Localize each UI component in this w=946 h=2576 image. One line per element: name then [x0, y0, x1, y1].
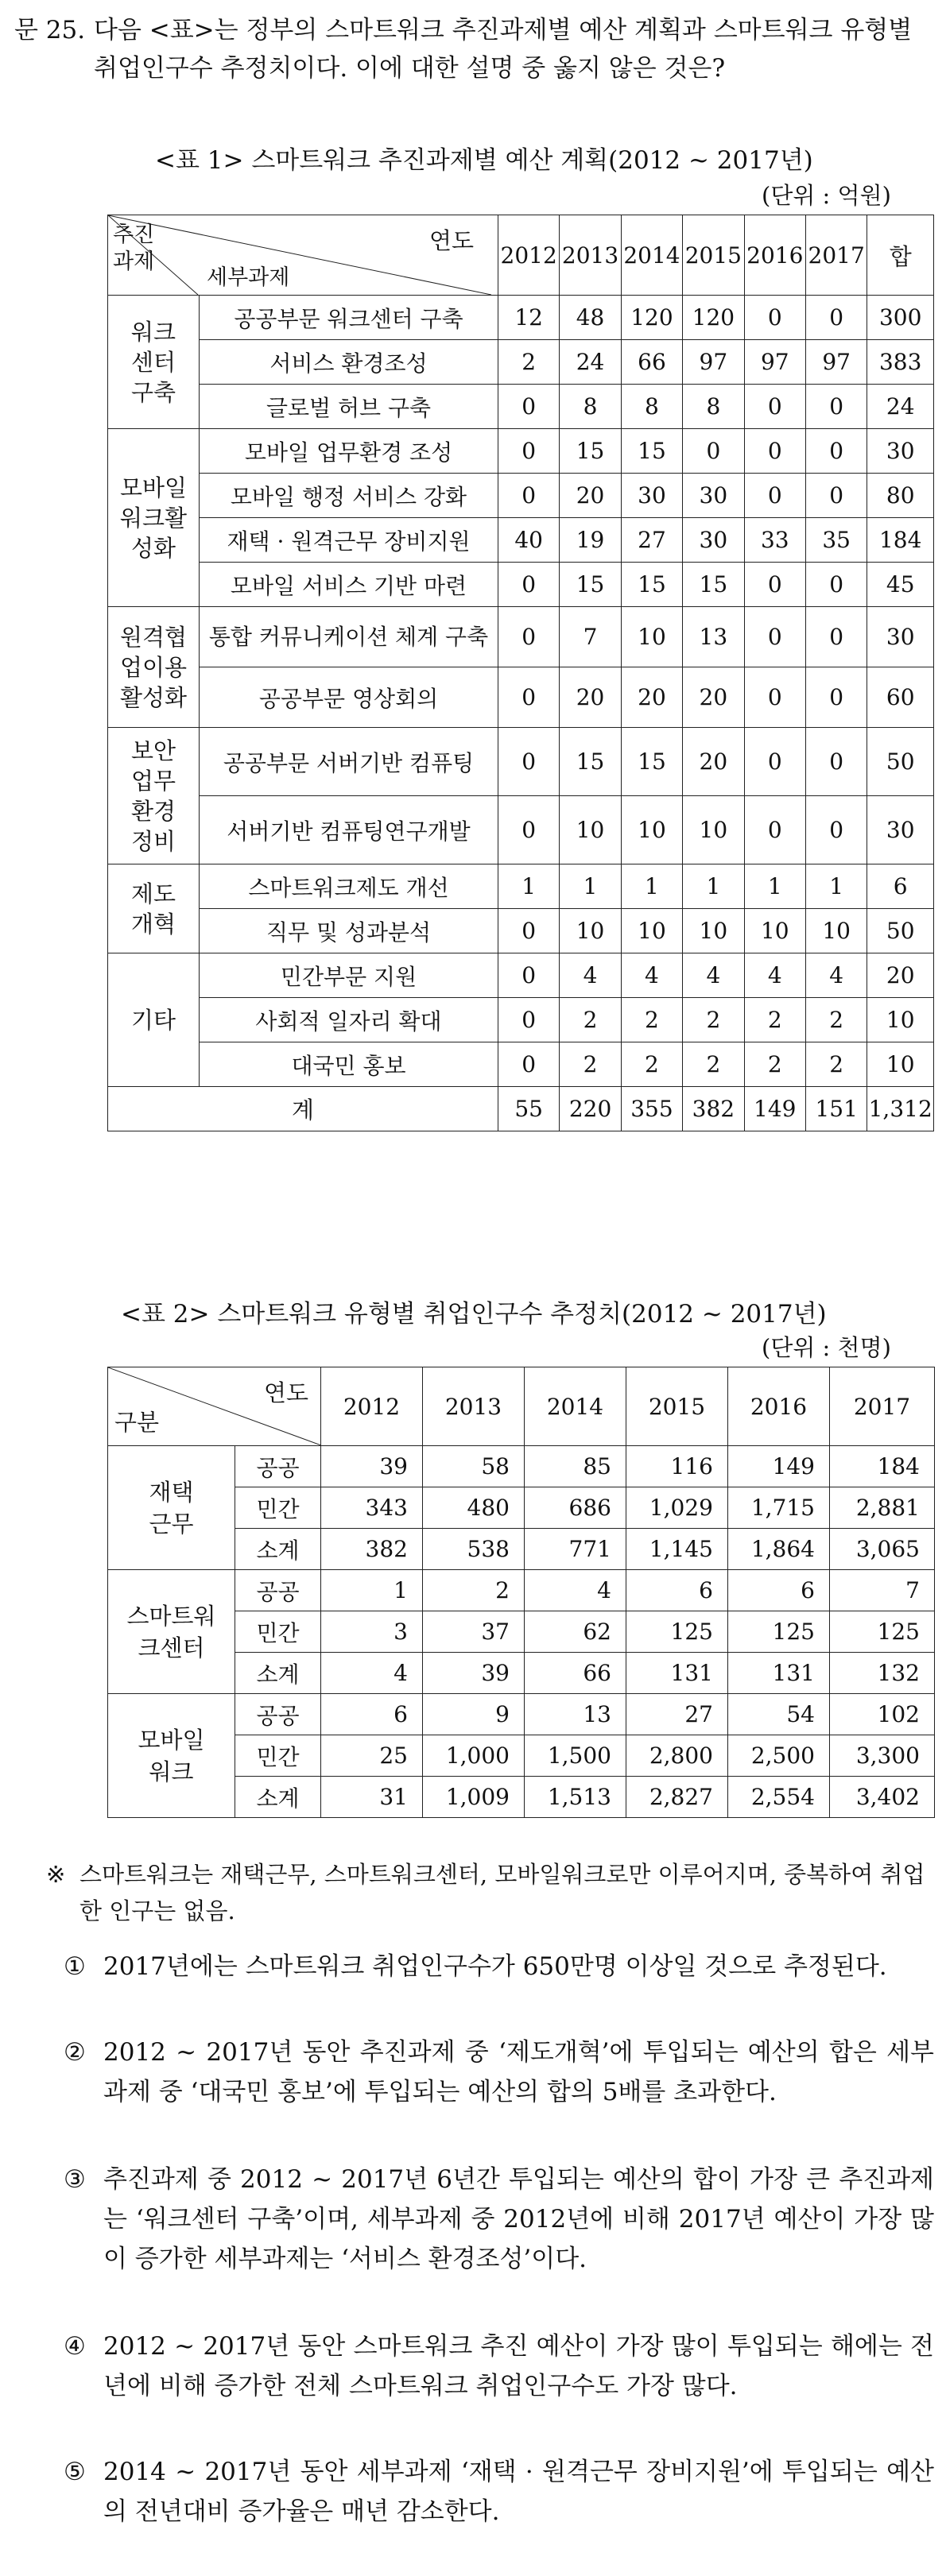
table1-total-value: 149 [744, 1087, 805, 1131]
table1-row [108, 563, 934, 607]
table1-value-cell: 4 [744, 953, 805, 998]
table2-value-cell: 66 [525, 1653, 626, 1694]
table2-value-cell: 9 [423, 1694, 525, 1735]
table2-value-cell: 6 [626, 1570, 728, 1611]
table1-value-cell: 0 [805, 385, 867, 429]
table1-row [108, 796, 934, 864]
table1-value-cell: 30 [683, 474, 744, 518]
table2-value-cell: 686 [525, 1487, 626, 1529]
table1-value-cell: 4 [621, 953, 682, 998]
table2-group-name: 스마트워크센터 [126, 1602, 216, 1661]
option-1[interactable] [64, 1947, 934, 1986]
table1-value-cell: 2 [560, 998, 621, 1042]
table2-value-cell: 2,800 [626, 1735, 728, 1777]
table1-row-total: 45 [867, 563, 934, 607]
table2-value-cell: 6 [728, 1570, 830, 1611]
table1-row [108, 385, 934, 429]
table1-group-name: 제도개혁 [131, 880, 176, 938]
table1-row [108, 667, 934, 728]
table2-header-row [108, 1367, 935, 1446]
table1-subtask-cell: 스마트워크제도 개선 [200, 864, 498, 909]
table1-row-total: 50 [867, 728, 934, 796]
table1-value-cell: 10 [621, 909, 682, 953]
table1-value-cell: 10 [560, 909, 621, 953]
table2-value-cell: 7 [830, 1570, 935, 1611]
table2-row [108, 1446, 935, 1487]
table2-value-cell: 58 [423, 1446, 525, 1487]
table1-value-cell: 0 [744, 429, 805, 474]
table1-subtask-cell: 대국민 홍보 [200, 1042, 498, 1087]
table1-value-cell: 8 [560, 385, 621, 429]
table1-subtask-cell: 서버기반 컴퓨팅연구개발 [200, 796, 498, 864]
table1-row [108, 998, 934, 1042]
table2-value-cell: 62 [525, 1611, 626, 1653]
table1-group-name: 보안업무환경정비 [131, 737, 176, 855]
table1-value-cell: 0 [744, 563, 805, 607]
table2-value-cell: 2,881 [830, 1487, 935, 1529]
table2-type-cell: 소계 [235, 1653, 321, 1694]
table1-value-cell: 0 [805, 667, 867, 728]
table2-value-cell: 3,402 [830, 1777, 935, 1818]
table2-value-cell: 39 [321, 1446, 423, 1487]
table2-group-name: 모바일워크 [138, 1726, 205, 1785]
table2-value-cell: 1,500 [525, 1735, 626, 1777]
table1-value-cell: 4 [805, 953, 867, 998]
table1-value-cell: 10 [683, 796, 744, 864]
table2-value-cell: 149 [728, 1446, 830, 1487]
table1-row-total: 30 [867, 796, 934, 864]
table1-value-cell: 20 [621, 667, 682, 728]
table1-value-cell: 0 [498, 385, 559, 429]
table2-category-label: 구분 [114, 1409, 160, 1436]
table2-value-cell: 1,029 [626, 1487, 728, 1529]
table1-value-cell: 8 [683, 385, 744, 429]
table1-row [108, 953, 934, 998]
option-2[interactable] [64, 2033, 934, 2112]
table1-subtask-cell: 공공부문 영상회의 [200, 667, 498, 728]
table1-total-value: 355 [621, 1087, 682, 1131]
table1-row [108, 728, 934, 796]
table2-value-cell: 27 [626, 1694, 728, 1735]
table1-subtask-cell: 모바일 업무환경 조성 [200, 429, 498, 474]
table1-subtask-cell: 민간부문 지원 [200, 953, 498, 998]
table1-header-row [108, 215, 934, 296]
table1-value-cell: 0 [744, 607, 805, 667]
table1-value-cell: 10 [805, 909, 867, 953]
table1-value-cell: 1 [683, 864, 744, 909]
table2-value-cell: 132 [830, 1653, 935, 1694]
table1-year-header: 2016 [744, 215, 805, 296]
table2-value-cell: 131 [626, 1653, 728, 1694]
table1-value-cell: 0 [805, 563, 867, 607]
table1-value-cell: 2 [744, 998, 805, 1042]
table1-value-cell: 10 [621, 796, 682, 864]
table1-value-cell: 0 [498, 474, 559, 518]
table2-value-cell: 2,500 [728, 1735, 830, 1777]
table1-value-cell: 0 [498, 563, 559, 607]
table1-value-cell: 0 [744, 296, 805, 340]
table2-value-cell: 25 [321, 1735, 423, 1777]
option-4-mark: ④ [64, 2332, 86, 2361]
table2-unit: (단위 : 천명) [762, 1334, 891, 1361]
table2-year-header: 2017 [830, 1367, 935, 1446]
table2-group-cell [108, 1570, 235, 1694]
table1-value-cell: 0 [744, 728, 805, 796]
table2-value-cell: 343 [321, 1487, 423, 1529]
table2-year-label: 연도 [263, 1379, 308, 1406]
table2-caption: <표 2> 스마트워크 유형별 취업인구수 추정치(2012 ~ 2017년) [121, 1300, 827, 1329]
table1-value-cell: 0 [805, 607, 867, 667]
table2-value-cell: 125 [626, 1611, 728, 1653]
table1-unit: (단위 : 억원) [762, 182, 891, 209]
table1-value-cell: 1 [621, 864, 682, 909]
table2-value-cell: 184 [830, 1446, 935, 1487]
table2-year-header: 2015 [626, 1367, 728, 1446]
table1-total-header: 합 [867, 215, 934, 296]
table1-value-cell: 13 [683, 607, 744, 667]
table1-value-cell: 0 [498, 796, 559, 864]
table1-corner-cell [108, 215, 498, 296]
table2-value-cell: 1,000 [423, 1735, 525, 1777]
table1-value-cell: 0 [744, 385, 805, 429]
table1-group-name: 모바일워크활성화 [120, 474, 188, 562]
table1-row-total: 10 [867, 1042, 934, 1087]
table2-value-cell: 31 [321, 1777, 423, 1818]
table1-value-cell: 0 [805, 296, 867, 340]
table2-value-cell: 2,827 [626, 1777, 728, 1818]
table1-total-value: 382 [683, 1087, 744, 1131]
table2-type-cell: 민간 [235, 1735, 321, 1777]
table2-year-header: 2012 [321, 1367, 423, 1446]
table1-value-cell: 12 [498, 296, 559, 340]
table2-year-header: 2014 [525, 1367, 626, 1446]
table1-subtask-label: 세부과제 [207, 265, 290, 290]
table1-subtask-cell: 사회적 일자리 확대 [200, 998, 498, 1042]
table1-value-cell: 0 [805, 796, 867, 864]
table2-value-cell: 13 [525, 1694, 626, 1735]
table2-value-cell: 3,065 [830, 1529, 935, 1570]
table1-value-cell: 0 [498, 607, 559, 667]
table1-value-cell: 27 [621, 518, 682, 563]
option-2-mark: ② [64, 2038, 86, 2067]
table1-value-cell: 20 [683, 728, 744, 796]
table1-row [108, 909, 934, 953]
table1-row [108, 474, 934, 518]
table1-row-total: 300 [867, 296, 934, 340]
table1-row [108, 518, 934, 563]
option-3-text: 추진과제 중 2012 ~ 2017년 6년간 투입되는 예산의 합이 가장 큰 추진과제는 ‘워크센터 구축’이며, 세부과제 중 2012년에 비해 2017년 예산이 가장 많이 증가한 세부과제는 ‘서비스 환경조성’이다. [103, 2165, 934, 2273]
table1-row [108, 296, 934, 340]
table1-value-cell: 15 [560, 563, 621, 607]
option-1-mark: ① [64, 1952, 86, 1981]
table1-value-cell: 0 [498, 667, 559, 728]
table2-value-cell: 480 [423, 1487, 525, 1529]
table1-group-cell [108, 607, 200, 728]
table1-value-cell: 10 [560, 796, 621, 864]
table1-value-cell: 120 [621, 296, 682, 340]
table2-value-cell: 1,864 [728, 1529, 830, 1570]
table2-type-cell: 공공 [235, 1446, 321, 1487]
table1-group-cell [108, 429, 200, 607]
table1-subtask-cell: 재택 · 원격근무 장비지원 [200, 518, 498, 563]
table1-value-cell: 15 [621, 563, 682, 607]
table1-group-cell [108, 953, 200, 1087]
table1-group-name: 워크센터구축 [131, 318, 176, 406]
table1-year-label: 연도 [428, 227, 474, 254]
table2-value-cell: 4 [321, 1653, 423, 1694]
table1-subtask-cell: 모바일 서비스 기반 마련 [200, 563, 498, 607]
table2-year-header: 2016 [728, 1367, 830, 1446]
table1-row [108, 340, 934, 385]
table1-value-cell: 97 [683, 340, 744, 385]
table1-subtask-cell: 통합 커뮤니케이션 체계 구축 [200, 607, 498, 667]
option-4[interactable] [64, 2327, 934, 2406]
table1-row-total: 30 [867, 607, 934, 667]
table1-value-cell: 1 [744, 864, 805, 909]
table1-row-total: 50 [867, 909, 934, 953]
table2-value-cell: 1,009 [423, 1777, 525, 1818]
table1-total-label: 계 [108, 1087, 498, 1131]
table1-row-total: 60 [867, 667, 934, 728]
table1-value-cell: 66 [621, 340, 682, 385]
table2 [107, 1367, 935, 1818]
table1-value-cell: 0 [805, 429, 867, 474]
table1-year-header: 2012 [498, 215, 559, 296]
table2-group-name: 재택근무 [149, 1478, 194, 1537]
table1-value-cell: 20 [560, 474, 621, 518]
table1-value-cell: 48 [560, 296, 621, 340]
option-5[interactable] [64, 2452, 934, 2532]
table1-subtask-cell: 서비스 환경조성 [200, 340, 498, 385]
table2-year-header: 2013 [423, 1367, 525, 1446]
table1-value-cell: 4 [560, 953, 621, 998]
table1-value-cell: 0 [498, 909, 559, 953]
table1-value-cell: 1 [498, 864, 559, 909]
table1-value-cell: 40 [498, 518, 559, 563]
table1-value-cell: 0 [498, 429, 559, 474]
option-5-text: 2014 ~ 2017년 동안 세부과제 ‘재택 · 원격근무 장비지원’에 투입되는 예산의 전년대비 증가율은 매년 감소한다. [103, 2458, 934, 2526]
question-text: 다음 <표>는 정부의 스마트워크 추진과제별 예산 계획과 스마트워크 유형별 취업인구수 추정치이다. 이에 대한 설명 중 옳지 않은 것은? [94, 16, 913, 83]
table1-value-cell: 0 [805, 728, 867, 796]
table1-value-cell: 20 [560, 667, 621, 728]
table1-value-cell: 2 [683, 998, 744, 1042]
table1-row-total: 24 [867, 385, 934, 429]
table1-value-cell: 30 [683, 518, 744, 563]
table1-value-cell: 2 [560, 1042, 621, 1087]
table1 [107, 215, 934, 1131]
table2-value-cell: 3 [321, 1611, 423, 1653]
table1-year-header: 2015 [683, 215, 744, 296]
table1-value-cell: 4 [683, 953, 744, 998]
table1-row [108, 864, 934, 909]
table2-value-cell: 1 [321, 1570, 423, 1611]
table1-value-cell: 2 [744, 1042, 805, 1087]
table-note [46, 1856, 930, 1929]
table1-value-cell: 15 [560, 728, 621, 796]
table1-value-cell: 19 [560, 518, 621, 563]
table1-value-cell: 2 [498, 340, 559, 385]
table1-row [108, 429, 934, 474]
table1-group-name: 원격협업이용활성화 [120, 623, 188, 711]
table1-value-cell: 97 [805, 340, 867, 385]
table2-value-cell: 1,513 [525, 1777, 626, 1818]
table1-value-cell: 0 [498, 728, 559, 796]
table2-type-cell: 소계 [235, 1529, 321, 1570]
table1-value-cell: 15 [621, 728, 682, 796]
table2-type-cell: 민간 [235, 1611, 321, 1653]
table1-subtask-cell: 직무 및 성과분석 [200, 909, 498, 953]
table1-value-cell: 35 [805, 518, 867, 563]
table1-value-cell: 15 [683, 563, 744, 607]
table1-value-cell: 1 [560, 864, 621, 909]
table1-value-cell: 24 [560, 340, 621, 385]
table2-value-cell: 3,300 [830, 1735, 935, 1777]
table1-total-value: 151 [805, 1087, 867, 1131]
table2-value-cell: 85 [525, 1446, 626, 1487]
note-text: 스마트워크는 재택근무, 스마트워크센터, 모바일워크로만 이루어지며, 중복하여 취업한 인구는 없음. [79, 1861, 925, 1924]
table1-value-cell: 0 [744, 796, 805, 864]
table1-total-value: 1,312 [867, 1087, 934, 1131]
table1-subtask-cell: 모바일 행정 서비스 강화 [200, 474, 498, 518]
table1-total-value: 55 [498, 1087, 559, 1131]
table2-value-cell: 116 [626, 1446, 728, 1487]
table1-value-cell: 0 [498, 953, 559, 998]
table2-corner-cell [108, 1367, 321, 1446]
option-2-text: 2012 ~ 2017년 동안 추진과제 중 ‘제도개혁’에 투입되는 예산의 합은 세부과제 중 ‘대국민 홍보’에 투입되는 예산의 합의 5배를 초과한다. [103, 2038, 934, 2106]
table1-year-header: 2013 [560, 215, 621, 296]
table2-value-cell: 54 [728, 1694, 830, 1735]
table1-row-total: 10 [867, 998, 934, 1042]
table1-value-cell: 2 [621, 1042, 682, 1087]
table2-value-cell: 102 [830, 1694, 935, 1735]
table2-value-cell: 37 [423, 1611, 525, 1653]
table2-type-cell: 민간 [235, 1487, 321, 1529]
table2-value-cell: 2 [423, 1570, 525, 1611]
table1-value-cell: 0 [805, 474, 867, 518]
table1-value-cell: 7 [560, 607, 621, 667]
table1-value-cell: 2 [805, 1042, 867, 1087]
table1-row-total: 6 [867, 864, 934, 909]
table1-value-cell: 120 [683, 296, 744, 340]
table2-value-cell: 131 [728, 1653, 830, 1694]
table1-value-cell: 33 [744, 518, 805, 563]
table2-value-cell: 39 [423, 1653, 525, 1694]
option-5-mark: ⑤ [64, 2458, 86, 2486]
table1-caption: <표 1> 스마트워크 추진과제별 예산 계획(2012 ~ 2017년) [155, 146, 813, 175]
table1-row-total: 30 [867, 429, 934, 474]
option-4-text: 2012 ~ 2017년 동안 스마트워크 추진 예산이 가장 많이 투입되는 해에는 전년에 비해 증가한 전체 스마트워크 취업인구수도 가장 많다. [103, 2332, 934, 2400]
table2-value-cell: 125 [728, 1611, 830, 1653]
table1-row-total: 383 [867, 340, 934, 385]
table1-subtask-cell: 공공부문 워크센터 구축 [200, 296, 498, 340]
table1-value-cell: 10 [621, 607, 682, 667]
option-1-text: 2017년에는 스마트워크 취업인구수가 650만명 이상일 것으로 추정된다. [103, 1952, 887, 1981]
table2-group-cell [108, 1446, 235, 1570]
option-3[interactable] [64, 2160, 934, 2279]
table1-total-value: 220 [560, 1087, 621, 1131]
table1-year-header: 2017 [805, 215, 867, 296]
table2-type-cell: 공공 [235, 1570, 321, 1611]
table1-value-cell: 2 [805, 998, 867, 1042]
table1-row [108, 1042, 934, 1087]
table1-value-cell: 0 [744, 667, 805, 728]
table1-value-cell: 1 [805, 864, 867, 909]
table1-group-cell [108, 728, 200, 864]
table1-value-cell: 30 [621, 474, 682, 518]
table2-value-cell: 538 [423, 1529, 525, 1570]
table2-value-cell: 1,715 [728, 1487, 830, 1529]
table2-group-cell [108, 1694, 235, 1818]
table1-value-cell: 10 [744, 909, 805, 953]
option-3-mark: ③ [64, 2165, 86, 2194]
table1-group-name: 기타 [131, 1006, 176, 1034]
table1-value-cell: 10 [683, 909, 744, 953]
table2-row [108, 1694, 935, 1735]
table2-type-cell: 공공 [235, 1694, 321, 1735]
table1-value-cell: 2 [683, 1042, 744, 1087]
table2-value-cell: 2,554 [728, 1777, 830, 1818]
table2-value-cell: 6 [321, 1694, 423, 1735]
table1-group-cell [108, 296, 200, 429]
table1-value-cell: 15 [621, 429, 682, 474]
table2-type-cell: 소계 [235, 1777, 321, 1818]
table1-value-cell: 2 [621, 998, 682, 1042]
table1-year-header: 2014 [621, 215, 682, 296]
table1-category-label: 추진과제 [113, 222, 155, 274]
table1-value-cell: 0 [498, 1042, 559, 1087]
table1-value-cell: 15 [560, 429, 621, 474]
table1-value-cell: 97 [744, 340, 805, 385]
table2-row [108, 1570, 935, 1611]
table2-value-cell: 1,145 [626, 1529, 728, 1570]
table1-subtask-cell: 글로벌 허브 구축 [200, 385, 498, 429]
table1-row-total: 20 [867, 953, 934, 998]
table1-value-cell: 0 [498, 998, 559, 1042]
table1-group-cell [108, 864, 200, 953]
table1-value-cell: 20 [683, 667, 744, 728]
table1-subtask-cell: 공공부문 서버기반 컴퓨팅 [200, 728, 498, 796]
table1-row [108, 607, 934, 667]
table2-value-cell: 4 [525, 1570, 626, 1611]
table1-row-total: 184 [867, 518, 934, 563]
table2-value-cell: 771 [525, 1529, 626, 1570]
table1-value-cell: 0 [683, 429, 744, 474]
table1-value-cell: 0 [744, 474, 805, 518]
table2-value-cell: 125 [830, 1611, 935, 1653]
question-number: 문 25. [14, 16, 86, 44]
table1-value-cell: 8 [621, 385, 682, 429]
table1-row-total: 80 [867, 474, 934, 518]
note-mark: ※ [46, 1861, 66, 1888]
table2-value-cell: 382 [321, 1529, 423, 1570]
table1-total-row [108, 1087, 934, 1131]
